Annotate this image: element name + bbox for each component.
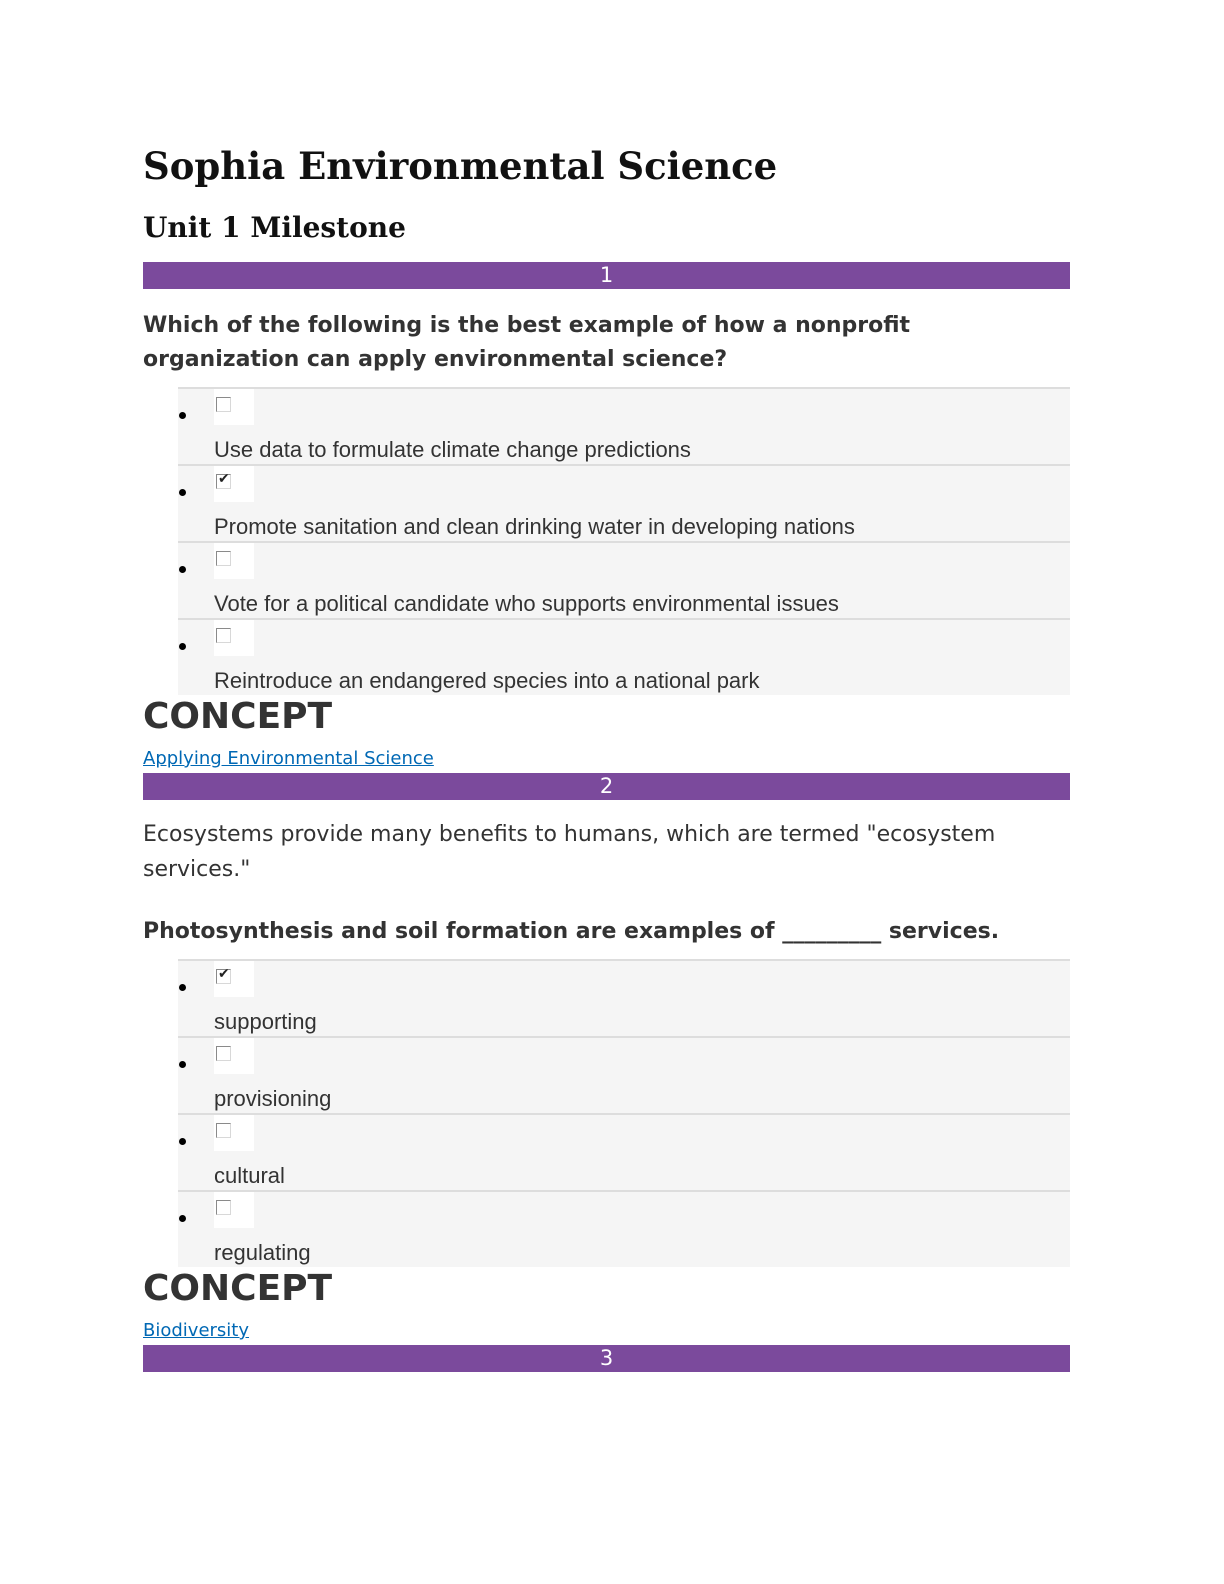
question-prompt: Photosynthesis and soil formation are examples of _________ services. [143,919,1000,944]
checkbox-cell [214,389,254,425]
answer-option-label: cultural [214,1163,285,1188]
checkbox-unchecked-icon[interactable] [216,551,231,566]
bullet-icon [179,566,186,573]
answer-option-label: supporting [214,1009,317,1034]
bullet-icon [179,412,186,419]
answer-option-label: provisioning [214,1086,332,1111]
bullet-icon [179,984,186,991]
answer-option-label: Promote sanitation and clean drinking water in developing nations [214,514,855,539]
concept-heading: CONCEPT [143,1268,333,1309]
concept-link[interactable]: Applying Environmental Science [143,748,434,769]
answer-options [178,387,1070,695]
answer-option-label: regulating [214,1240,311,1265]
checkbox-unchecked-icon[interactable] [216,1046,231,1061]
checkbox-cell [214,543,254,579]
bullet-icon [179,1138,186,1145]
bullet-icon [179,1061,186,1068]
document-subtitle: Unit 1 Milestone [143,211,406,244]
checkbox-cell [214,961,254,997]
answer-option[interactable] [178,1113,1070,1190]
checkbox-unchecked-icon[interactable] [216,397,231,412]
checkbox-cell [214,1115,254,1151]
concept-heading: CONCEPT [143,696,333,737]
bullet-icon [179,1215,186,1222]
document-title: Sophia Environmental Science [143,144,778,188]
answer-option[interactable] [178,464,1070,541]
question-number-bar: 1 [143,262,1070,289]
checkmark-icon: ✔ [218,471,230,487]
answer-option-label: Vote for a political candidate who supports environmental issues [214,591,839,616]
question-prompt: Which of the following is the best example of how a nonprofit organization can apply environmental science? [143,313,911,372]
answer-option-label: Reintroduce an endangered species into a national park [214,668,760,693]
answer-option-label: Use data to formulate climate change predictions [214,437,691,462]
answer-option[interactable] [178,541,1070,618]
checkbox-checked-icon[interactable] [216,966,231,984]
answer-option[interactable] [178,1190,1070,1267]
answer-option[interactable] [178,618,1070,695]
checkbox-cell [214,1038,254,1074]
bullet-icon [179,489,186,496]
question-3 [143,1345,1070,1372]
question-number-bar: 2 [143,773,1070,800]
concept-link[interactable]: Biodiversity [143,1320,250,1341]
checkbox-cell [214,466,254,502]
answer-option[interactable] [178,1036,1070,1113]
document-page [143,140,1070,1372]
checkbox-unchecked-icon[interactable] [216,1200,231,1215]
checkmark-icon: ✔ [218,966,230,982]
question-intro: Ecosystems provide many benefits to humans, which are termed "ecosystem services." [143,822,996,882]
checkbox-unchecked-icon[interactable] [216,1123,231,1138]
question-1 [143,262,1070,773]
bullet-icon [179,643,186,650]
checkbox-unchecked-icon[interactable] [216,628,231,643]
answer-option[interactable] [178,387,1070,464]
answer-option[interactable] [178,959,1070,1036]
checkbox-cell [214,1192,254,1228]
question-2 [143,773,1070,1345]
checkbox-checked-icon[interactable] [216,471,231,489]
answer-options [178,959,1070,1267]
question-number-bar: 3 [143,1345,1070,1372]
checkbox-cell [214,620,254,656]
